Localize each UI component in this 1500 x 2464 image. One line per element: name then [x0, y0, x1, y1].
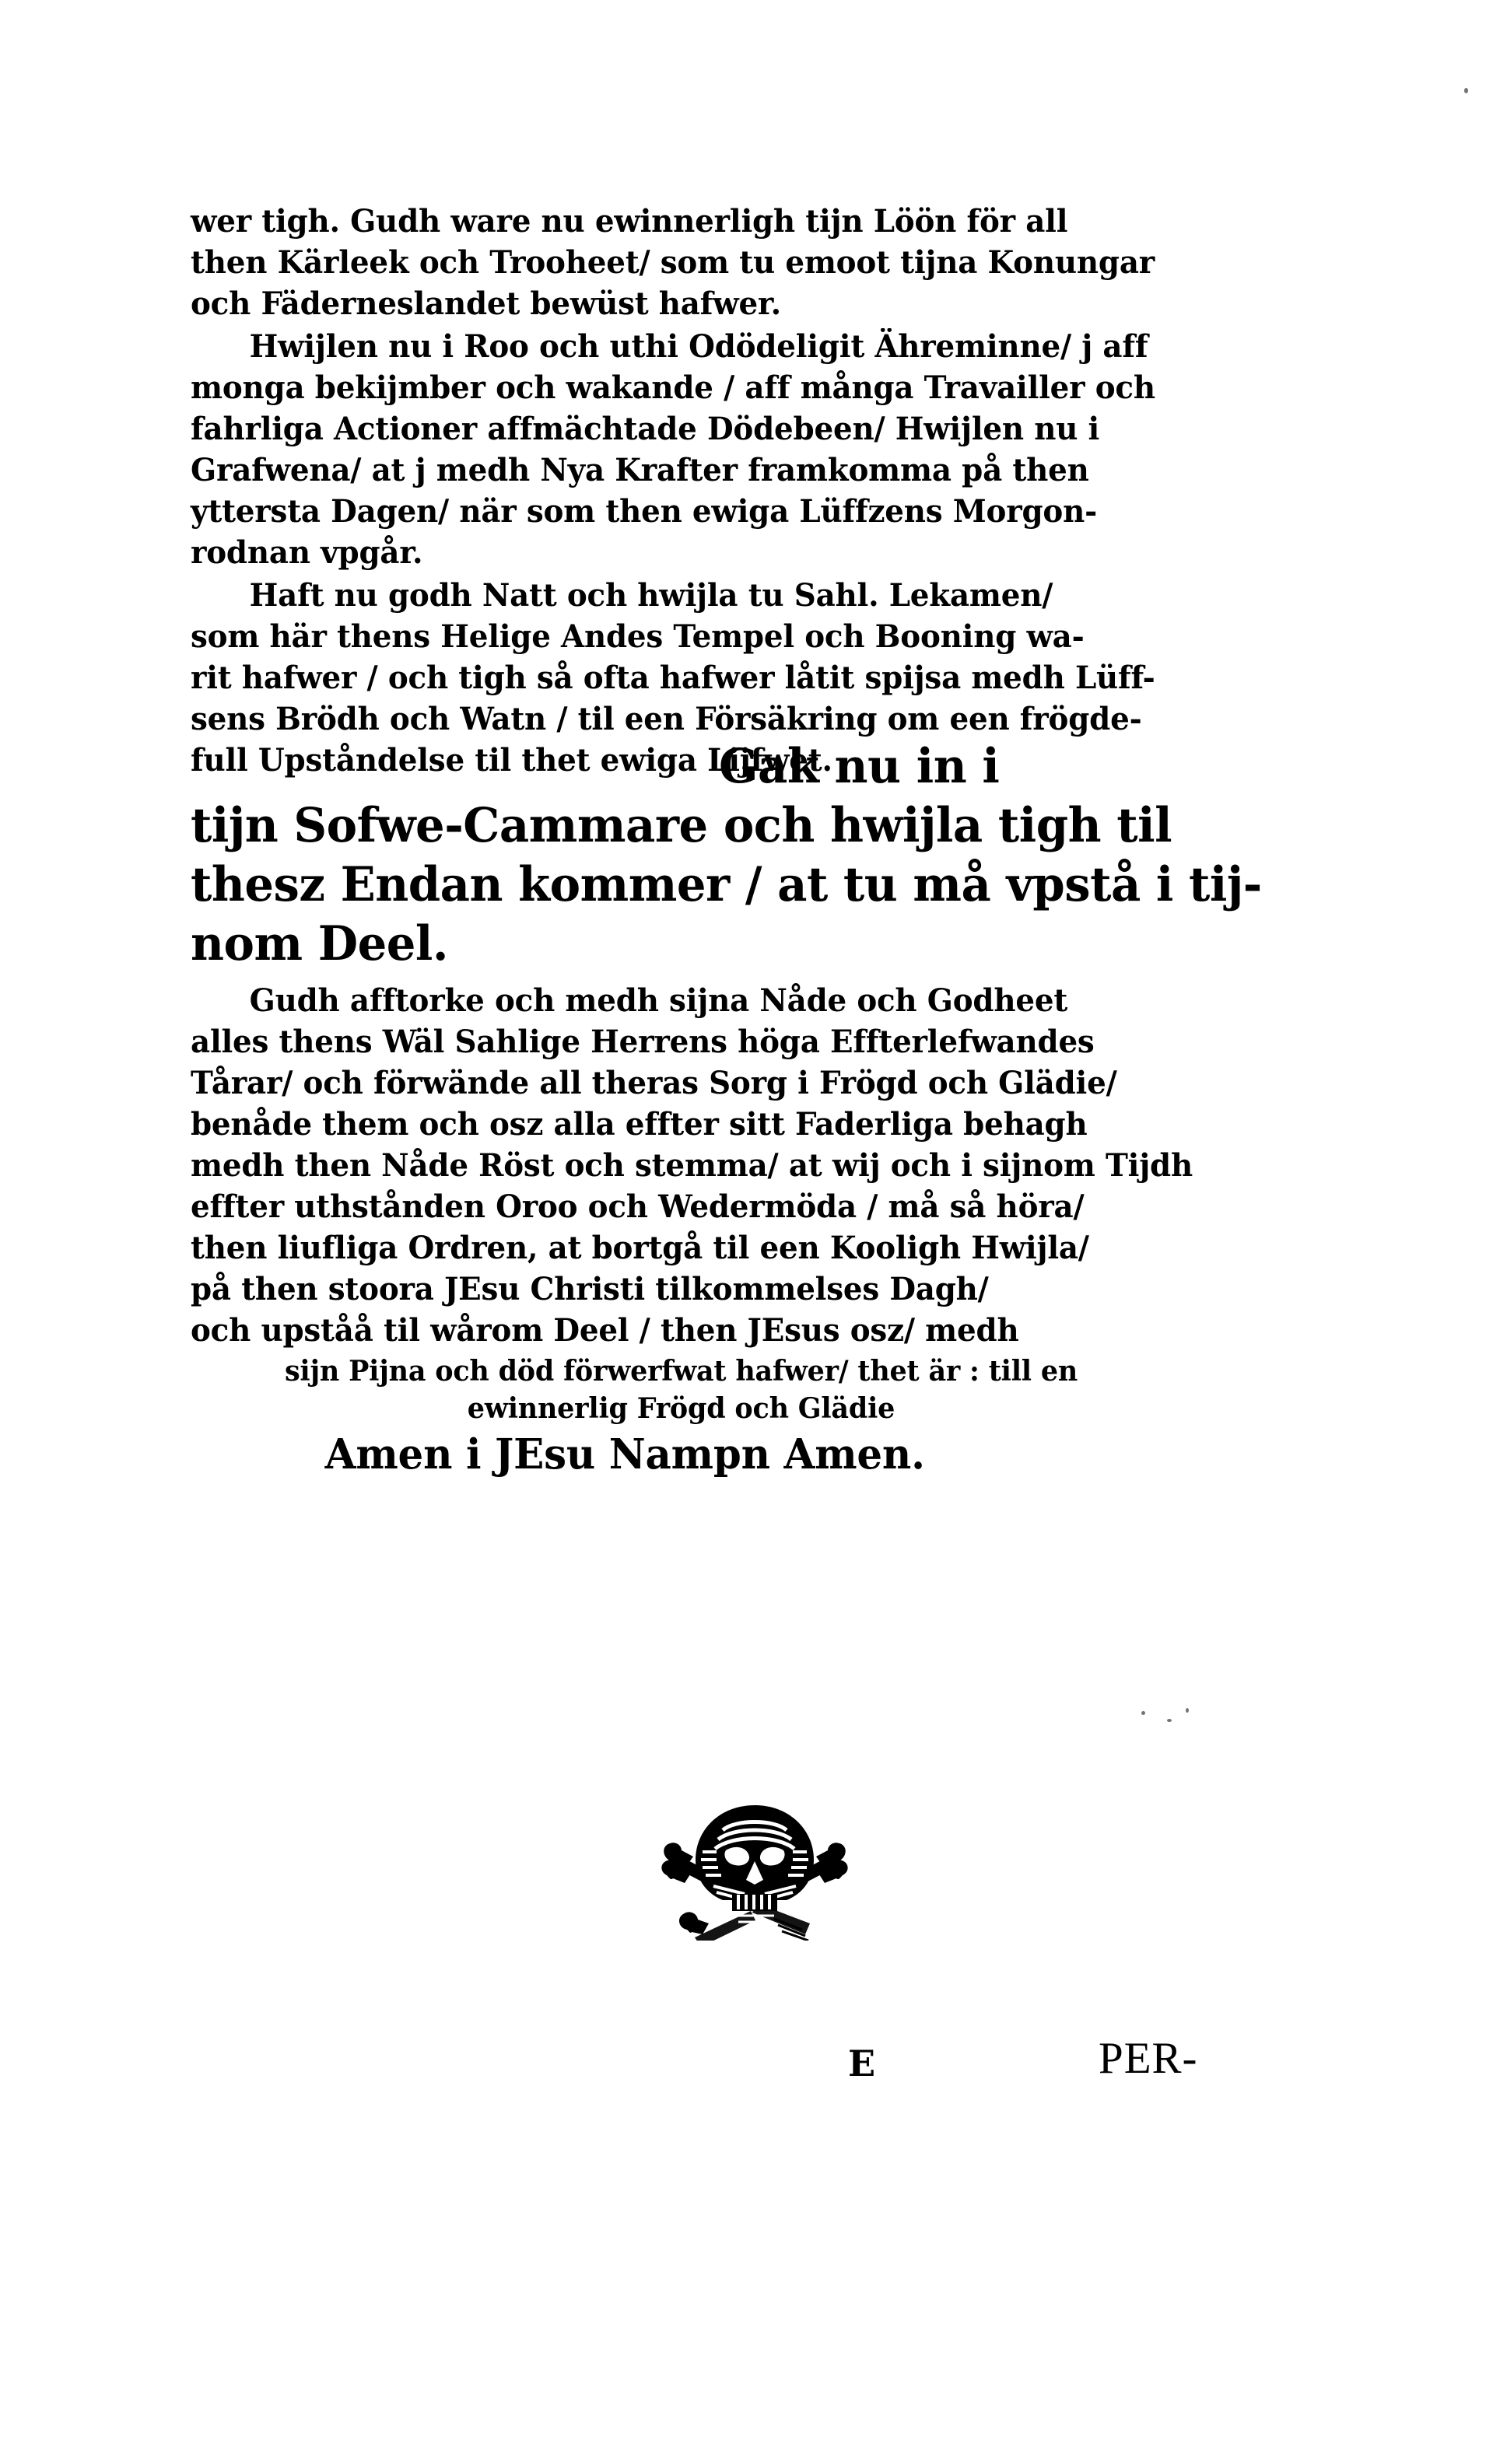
text-line: wer tigh. Gudh ware nu ewinnerligh tijn Löön för all — [191, 203, 1068, 240]
text-line: then Kärleek och Trooheet/ som tu emoot tijna Konungar — [191, 244, 1155, 281]
text-line: then liufliga Ordren, at bortgå til een Kooligh Hwijla/ — [191, 1230, 1089, 1266]
text-line: yttersta Dagen/ när som then ewiga Lüffzens Morgon- — [191, 493, 1098, 530]
text-line: sijn Pijna och död förwerfwat hafwer/ thet är : till en — [284, 1355, 1078, 1388]
catchword: PER- — [1099, 2034, 1198, 2083]
text-line: på then stoora JEsu Christi tilkommelses Dagh/ — [191, 1271, 989, 1307]
text-line: sens Brödh och Watn / til een Försäkring om een frögde- — [191, 701, 1142, 737]
amen-text-line: Amen i JEsu Nampn Amen. — [324, 1430, 925, 1479]
text-line: Grafwena/ at j medh Nya Krafter framkomma på then — [191, 452, 1089, 488]
text-line: rit hafwer / och tigh så ofta hafwer låtit spijsa medh Lüff- — [191, 660, 1155, 696]
signature-mark: E — [848, 2042, 876, 2084]
paragraph — [191, 201, 1202, 324]
amen-paragraph — [191, 1430, 1202, 1479]
scan-speck — [1186, 1708, 1189, 1713]
text-line: monga bekijmber och wakande / aff många Travailler och — [191, 369, 1155, 406]
text-line: och upståå til wårom Deel / then JEsus osz/ medh — [191, 1312, 1019, 1349]
skull-and-crossbones-icon — [657, 1785, 852, 1941]
text-line: och Fäderneslandet bewüst hafwer. — [191, 285, 781, 322]
page-text-block — [191, 201, 1262, 1480]
text-line: Gudh afftorke och medh sijna Nåde och Godheet — [249, 982, 1068, 1019]
text-line: full Upståndelse til thet ewiga Lijfwet. — [191, 742, 832, 779]
text-line: rodnan vpgår. — [191, 534, 423, 571]
text-line: Hwijlen nu i Roo och uthi Odödeligit Ähreminne/ j aff — [249, 328, 1148, 365]
text-line: ewinnerlig Frögd och Glädie — [467, 1392, 895, 1425]
text-line: benåde them och osz alla effter sitt Faderliga behagh — [191, 1106, 1088, 1143]
text-line: effter uthstånden Oroo och Wedermöda / må så höra/ — [191, 1188, 1085, 1225]
display-paragraph — [191, 737, 1262, 974]
text-line: Haft nu godh Natt och hwijla tu Sahl. Lekamen/ — [249, 577, 1053, 614]
paragraph — [191, 326, 1202, 573]
paragraph — [191, 1353, 1202, 1427]
text-line: som här thens Helige Andes Tempel och Booning wa- — [191, 618, 1085, 655]
scan-speck — [1167, 1719, 1172, 1722]
paragraph — [191, 980, 1202, 1351]
text-line: Tårar/ och förwände all theras Sorg i Frögd och Glädie/ — [191, 1065, 1117, 1101]
text-line: alles thens Wäl Sahlige Herrens höga Effterlefwandes — [191, 1024, 1095, 1060]
display-text-line: Gak nu in i — [719, 739, 1000, 794]
display-text-line: nom Deel. — [191, 916, 449, 971]
text-line: fahrliga Actioner affmächtade Dödebeen/ Hwijlen nu i — [191, 411, 1100, 447]
scan-speck — [1141, 1711, 1145, 1715]
display-text-line: tijn Sofwe-Cammare och hwijla tigh til — [191, 798, 1172, 853]
text-line: medh then Nåde Röst och stemma/ at wij och i sijnom Tijdh — [191, 1147, 1193, 1184]
display-text-line: thesz Endan kommer / at tu må vpstå i tij- — [191, 857, 1262, 912]
scan-speck — [1464, 88, 1468, 93]
